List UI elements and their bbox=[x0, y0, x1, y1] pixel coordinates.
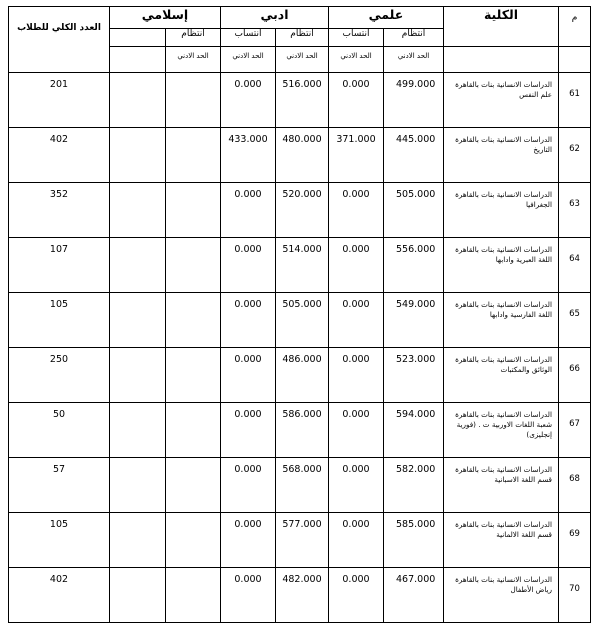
scientific-affiliation-cell: 0.000 bbox=[329, 348, 384, 403]
row-index-cell: 69 bbox=[559, 513, 591, 568]
scientific-affiliation-cell: 0.000 bbox=[329, 513, 384, 568]
scientific-affiliation-min-subheader: الحد الادني bbox=[329, 47, 384, 73]
total-cell: 50 bbox=[9, 403, 110, 458]
table-row bbox=[9, 348, 591, 403]
table-row bbox=[9, 513, 591, 568]
scientific-affiliation-cell: 0.000 bbox=[329, 403, 384, 458]
islamic-regular-cell bbox=[166, 458, 221, 513]
total-students-header: العدد الكلي للطلاب bbox=[9, 7, 110, 73]
scientific-affiliation-cell: 0.000 bbox=[329, 568, 384, 623]
literary-regular-cell: 480.000 bbox=[276, 128, 329, 183]
row-index-cell: 66 bbox=[559, 348, 591, 403]
scientific-affiliation-cell: 0.000 bbox=[329, 73, 384, 128]
total-cell: 57 bbox=[9, 458, 110, 513]
islamic-blank-header bbox=[110, 29, 166, 47]
literary-regular-cell: 514.000 bbox=[276, 238, 329, 293]
scientific-affiliation-cell: 0.000 bbox=[329, 458, 384, 513]
literary-affiliation-cell: 0.000 bbox=[221, 348, 276, 403]
islamic-blank-cell bbox=[110, 128, 166, 183]
scientific-regular-cell: 549.000 bbox=[384, 293, 444, 348]
table-row bbox=[9, 128, 591, 183]
literary-regular-cell: 486.000 bbox=[276, 348, 329, 403]
literary-affiliation-cell: 0.000 bbox=[221, 73, 276, 128]
islamic-regular-cell bbox=[166, 73, 221, 128]
scientific-regular-cell: 594.000 bbox=[384, 403, 444, 458]
table-row bbox=[9, 183, 591, 238]
scientific-regular-header: انتظام bbox=[384, 29, 444, 47]
table-row bbox=[9, 458, 591, 513]
islamic-blank-cell bbox=[110, 403, 166, 458]
college-blank-subheader bbox=[444, 47, 559, 73]
scientific-affiliation-cell: 0.000 bbox=[329, 293, 384, 348]
scientific-header: علمي bbox=[329, 7, 444, 29]
literary-regular-cell: 520.000 bbox=[276, 183, 329, 238]
scientific-regular-cell: 585.000 bbox=[384, 513, 444, 568]
islamic-blank-cell bbox=[110, 458, 166, 513]
total-cell: 201 bbox=[9, 73, 110, 128]
literary-affiliation-cell: 0.000 bbox=[221, 183, 276, 238]
islamic-regular-cell bbox=[166, 513, 221, 568]
scientific-affiliation-cell: 0.000 bbox=[329, 238, 384, 293]
literary-affiliation-cell: 0.000 bbox=[221, 568, 276, 623]
literary-affiliation-header: انتساب bbox=[221, 29, 276, 47]
literary-regular-min-subheader: الحد الادني bbox=[276, 47, 329, 73]
literary-regular-cell: 482.000 bbox=[276, 568, 329, 623]
row-index-cell: 67 bbox=[559, 403, 591, 458]
literary-regular-cell: 505.000 bbox=[276, 293, 329, 348]
literary-affiliation-cell: 0.000 bbox=[221, 293, 276, 348]
index-header: م bbox=[559, 7, 591, 47]
literary-regular-cell: 516.000 bbox=[276, 73, 329, 128]
college-name-cell: الدراسات الانسانية بنات بالقاهرة اللغة الفارسية وادابها bbox=[444, 293, 559, 348]
islamic-blank-cell bbox=[110, 238, 166, 293]
table-row bbox=[9, 568, 591, 623]
total-cell: 105 bbox=[9, 513, 110, 568]
total-cell: 402 bbox=[9, 568, 110, 623]
college-name-cell: الدراسات الانسانية بنات بالقاهرة رياض الأطفال bbox=[444, 568, 559, 623]
total-cell: 107 bbox=[9, 238, 110, 293]
scientific-regular-cell: 556.000 bbox=[384, 238, 444, 293]
literary-header: ادبي bbox=[221, 7, 329, 29]
table-row bbox=[9, 403, 591, 458]
islamic-regular-cell bbox=[166, 183, 221, 238]
islamic-regular-cell bbox=[166, 293, 221, 348]
literary-affiliation-cell: 0.000 bbox=[221, 513, 276, 568]
scientific-regular-min-subheader: الحد الادني bbox=[384, 47, 444, 73]
literary-affiliation-cell: 433.000 bbox=[221, 128, 276, 183]
admission-table bbox=[8, 6, 591, 623]
college-name-cell: الدراسات الانسانية بنات بالقاهرة الوثائق والمكتبات bbox=[444, 348, 559, 403]
scientific-regular-cell: 523.000 bbox=[384, 348, 444, 403]
scientific-affiliation-cell: 0.000 bbox=[329, 183, 384, 238]
row-index-cell: 64 bbox=[559, 238, 591, 293]
islamic-blank-cell bbox=[110, 73, 166, 128]
islamic-blank-cell bbox=[110, 513, 166, 568]
islamic-blank-subheader bbox=[110, 47, 166, 73]
college-name-cell: الدراسات الانسانية بنات بالقاهرة قسم اللغة الالمانية bbox=[444, 513, 559, 568]
islamic-regular-cell bbox=[166, 403, 221, 458]
islamic-regular-cell bbox=[166, 568, 221, 623]
row-index-cell: 62 bbox=[559, 128, 591, 183]
literary-regular-cell: 586.000 bbox=[276, 403, 329, 458]
row-index-cell: 61 bbox=[559, 73, 591, 128]
scientific-regular-cell: 467.000 bbox=[384, 568, 444, 623]
literary-regular-cell: 568.000 bbox=[276, 458, 329, 513]
college-name-cell: الدراسات الانسانية بنات بالقاهرة علم النفس bbox=[444, 73, 559, 128]
total-cell: 105 bbox=[9, 293, 110, 348]
scientific-regular-cell: 445.000 bbox=[384, 128, 444, 183]
scientific-regular-cell: 582.000 bbox=[384, 458, 444, 513]
literary-affiliation-cell: 0.000 bbox=[221, 458, 276, 513]
literary-affiliation-cell: 0.000 bbox=[221, 403, 276, 458]
table-row bbox=[9, 293, 591, 348]
college-name-cell: الدراسات الانسانية بنات بالقاهرة قسم اللغة الاسبانية bbox=[444, 458, 559, 513]
total-cell: 250 bbox=[9, 348, 110, 403]
islamic-regular-cell bbox=[166, 128, 221, 183]
literary-affiliation-cell: 0.000 bbox=[221, 238, 276, 293]
row-index-cell: 65 bbox=[559, 293, 591, 348]
islamic-blank-cell bbox=[110, 183, 166, 238]
row-index-cell: 70 bbox=[559, 568, 591, 623]
college-name-cell: الدراسات الانسانية بنات بالقاهرة التاريخ bbox=[444, 128, 559, 183]
islamic-blank-cell bbox=[110, 568, 166, 623]
table-row bbox=[9, 73, 591, 128]
literary-affiliation-min-subheader: الحد الادني bbox=[221, 47, 276, 73]
scientific-affiliation-cell: 371.000 bbox=[329, 128, 384, 183]
college-name-cell: الدراسات الانسانية بنات بالقاهرة اللغة العبرية وادابها bbox=[444, 238, 559, 293]
literary-regular-cell: 577.000 bbox=[276, 513, 329, 568]
islamic-header: إسلامي bbox=[110, 7, 221, 29]
table-row bbox=[9, 238, 591, 293]
total-cell: 352 bbox=[9, 183, 110, 238]
islamic-blank-cell bbox=[110, 293, 166, 348]
islamic-regular-cell bbox=[166, 238, 221, 293]
college-header: الكلية bbox=[444, 7, 559, 47]
total-cell: 402 bbox=[9, 128, 110, 183]
islamic-blank-cell bbox=[110, 348, 166, 403]
islamic-regular-header: انتظام bbox=[166, 29, 221, 47]
islamic-min-subheader: الحد الادني bbox=[166, 47, 221, 73]
row-index-cell: 63 bbox=[559, 183, 591, 238]
islamic-regular-cell bbox=[166, 348, 221, 403]
college-name-cell: الدراسات الانسانية بنات بالقاهرة الجغرافيا bbox=[444, 183, 559, 238]
scientific-regular-cell: 499.000 bbox=[384, 73, 444, 128]
scientific-affiliation-header: انتساب bbox=[329, 29, 384, 47]
scientific-regular-cell: 505.000 bbox=[384, 183, 444, 238]
literary-regular-header: انتظام bbox=[276, 29, 329, 47]
college-name-cell: الدراسات الانسانية بنات بالقاهرة شعبة اللغات الاوربية ت . (فورية إنجليزى) bbox=[444, 403, 559, 458]
index-blank-subheader bbox=[559, 47, 591, 73]
row-index-cell: 68 bbox=[559, 458, 591, 513]
